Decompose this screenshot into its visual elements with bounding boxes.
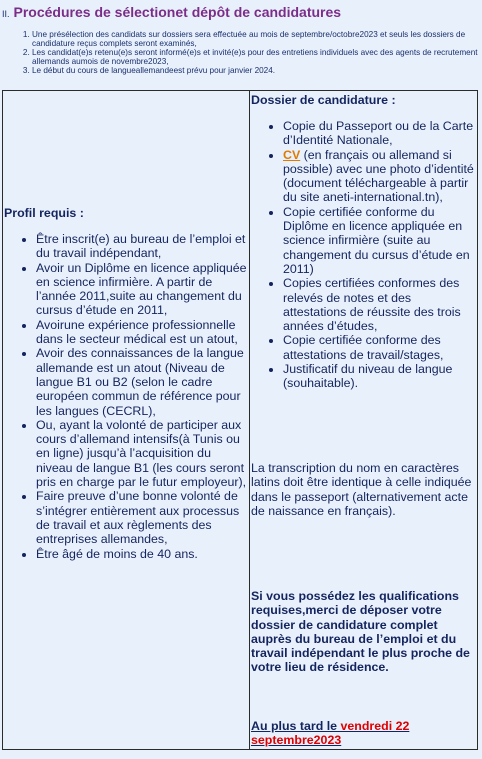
profile-item: • Avoir un Diplôme en licence appliquée en science infirmière. A partir de l’année 2011,suite au changement du cursus d’étude en 2011, — [36, 261, 248, 318]
dossier-list — [251, 119, 475, 391]
intro-item: 1. Une présélection des candidats sur dossiers sera effectuée au mois de septembre/octobre2023 et seuls les dossiers de candidature reçus complets seront examinés, — [32, 30, 482, 48]
profile-item: • Faire preuve d’une bonne volonté de s’intégrer entièrement aux processus de travail et aux règlements des entreprises allemandes, — [36, 489, 248, 546]
dossier-item: • Copie du Passeport ou de la Carte d’Identité Nationale, — [283, 119, 475, 148]
deadline-date: vendredi 22 septembre2023 — [251, 719, 410, 748]
profile-item: • Avoirune expérience professionnelle dans le secteur médical est un atout, — [36, 318, 248, 347]
dossier-item: • Copie certifiée conforme des attestations de travail/stages, — [283, 333, 475, 362]
dossier-item-cv — [283, 148, 475, 205]
deadline — [251, 719, 479, 748]
column-divider — [249, 90, 250, 750]
dossier-column — [251, 91, 479, 749]
intro-item: 2. Les candidat(e)s retenu(e)s seront informé(e)s et invité(e)s pour des entretiens individuels avec des agents de recrutement allemands aumois de novembre2023, — [32, 48, 482, 66]
profile-title: Profil requis : — [4, 206, 84, 220]
dossier-title: Dossier de candidature : — [251, 93, 396, 107]
section-number: II. — [2, 9, 10, 19]
dossier-item: • Justificatif du niveau de langue (souhaitable). — [283, 362, 475, 391]
profile-item: • Être âgé de moins de 40 ans. — [36, 547, 248, 561]
cv-description: (en français ou allemand si possible) avec une photo d’identité (document téléchargeable à partir du site aneti-international.tn), — [283, 147, 474, 205]
dossier-item: • Copie certifiée conforme du Diplôme en licence appliquée en science infirmière (suite au changement du cursus d’étude en 2011) — [283, 205, 475, 276]
submit-note: Si vous possédez les qualifications requises,merci de déposer votre dossier de candidature complet auprès du bureau de l’emploi et du travail indépendant le plus proche de votre lieu de résidence. — [251, 589, 470, 675]
dossier-item: • Copies certifiées conformes des relevés de notes et des attestations de réussite des trois années d’études, — [283, 276, 475, 333]
profile-item: • Avoir des connaissances de la langue allemande est un atout (Niveau de langue B1 ou B2 (selon le cadre européen commun de référence pour les langues (CECRL), — [36, 346, 248, 417]
intro-item: 3. Le début du cours de langueallemandeest prévu pour janvier 2024. — [32, 66, 482, 75]
section-title: Procédures de sélectionet dépôt de candidatures — [13, 4, 342, 20]
transcription-note: La transcription du nom en caractères latins doit être identique à celle indiquée dans le passeport (alternativement acte de naissance en français). — [251, 461, 472, 518]
profile-list — [4, 232, 248, 561]
intro-list — [0, 30, 482, 75]
cv-link[interactable]: CV — [283, 147, 301, 162]
profile-item: • Être inscrit(e) au bureau de l’emploi et du travail indépendant, — [36, 232, 248, 261]
profile-item: • Ou, ayant la volonté de participer aux cours d’allemand intensifs(à Tunis ou en ligne) jusqu’à l’acquisition du niveau de langue B1 (les cours seront pris en charge par le futur employeur), — [36, 418, 248, 489]
section-heading — [2, 4, 480, 20]
profile-column — [4, 91, 248, 749]
deadline-prefix: Au plus tard le — [251, 719, 341, 733]
